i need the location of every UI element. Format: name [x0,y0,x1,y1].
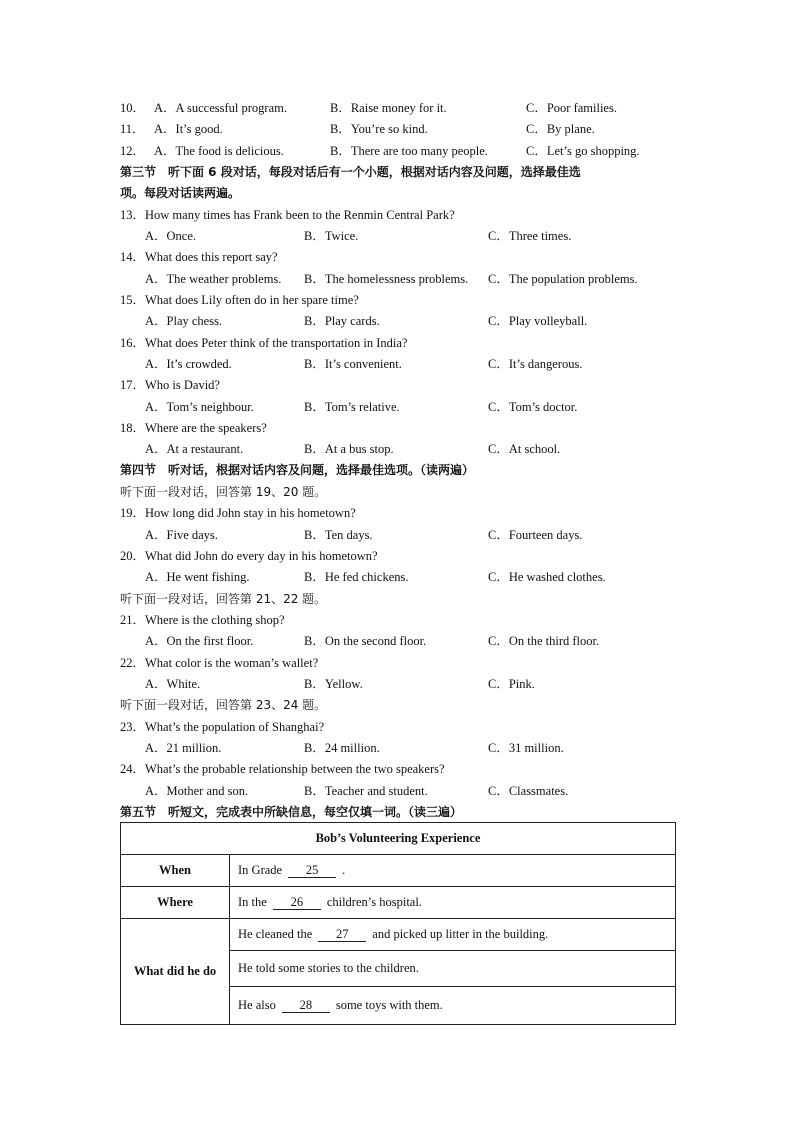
when-cell [230,855,676,887]
q11-option-c: C．By plane. [526,122,595,136]
blank-25: 25 [288,864,336,878]
q11-option-b: B．You’re so kind. [330,122,428,136]
q16-option-b: B．It’s convenient. [304,357,402,371]
section4-title: 第四节 听对话，根据对话内容及问题，选择最佳选项。（读两遍） [120,463,475,477]
q14-option-c: C．The population problems. [488,272,638,286]
what-row-3-text: He also [238,998,276,1012]
q12-option-b: B．There are too many people. [330,144,488,158]
q13-stem: 13．How many times has Frank been to the Renmin Central Park? [120,208,455,222]
what-row-3-post: some toys with them. [335,998,443,1012]
when-period: . [342,863,346,877]
q10-option-b: B．Raise money for it. [330,101,447,115]
q18-stem: 18．Where are the speakers? [120,421,267,435]
blank-27: 27 [318,928,366,942]
volunteering-table [120,822,676,1025]
q13-option-a: A．Once. [145,229,197,243]
q17-stem: 17．Who is David? [120,378,220,392]
section3-title-line1: 第三节 听下面 6 段对话，每段对话后有一个小题，根据对话内容及问题，选择最佳选 [120,165,581,179]
what-row-1-text: He cleaned the [238,927,313,941]
section5-title: 第五节 听短文，完成表中所缺信息，每空仅填一词。（读三遍） [120,805,463,819]
q23-option-c: C．31 million. [488,741,564,755]
q21-stem: 21．Where is the clothing shop? [120,613,285,627]
q10-option-c: C．Poor families. [526,101,617,115]
q11-option-a: A．It’s good. [154,122,223,136]
blank-28: 28 [282,999,330,1013]
q11-number: 11． [120,122,145,136]
q10-option-a: A．A successful program. [154,101,287,115]
q14-stem: 14．What does this report say? [120,250,278,264]
q13-option-c: C．Three times. [488,229,572,243]
q14-option-b: B．The homelessness problems. [304,272,469,286]
q23-stem: 23．What’s the population of Shanghai? [120,720,325,734]
q20-option-a: A．He went fishing. [145,570,250,584]
what-row-2: He told some stories to the children. [230,951,676,987]
where-cell [230,887,676,919]
q19-option-b: B．Ten days. [304,528,373,542]
q21-option-b: B．On the second floor. [304,634,427,648]
dialog-intro-19-20: 听下面一段对话，回答第 19、20 题。 [120,485,327,499]
dialog-intro-21-22: 听下面一段对话，回答第 21、22 题。 [120,592,327,606]
q17-option-c: C．Tom’s doctor. [488,400,578,414]
q10-number: 10． [120,101,146,115]
q22-option-c: C．Pink. [488,677,535,691]
q20-option-b: B．He fed chickens. [304,570,409,584]
q19-stem: 19．How long did John stay in his hometown? [120,506,356,520]
q19-option-c: C．Fourteen days. [488,528,583,542]
blank-26: 26 [273,896,321,910]
section3-title-line2: 项。每段对话读两遍。 [120,186,241,200]
q15-stem: 15．What does Lily often do in her spare time? [120,293,359,307]
q15-option-c: C．Play volleyball. [488,314,588,328]
q20-stem: 20．What did John do every day in his hometown? [120,549,378,563]
q12-option-c: C．Let’s go shopping. [526,144,640,158]
what-row-3 [230,987,676,1025]
where-label: Where [121,887,230,919]
q22-option-b: B．Yellow. [304,677,363,691]
q18-option-c: C．At school. [488,442,561,456]
dialog-intro-23-24: 听下面一段对话，回答第 23、24 题。 [120,698,327,712]
q24-option-a: A．Mother and son. [145,784,249,798]
when-label: When [121,855,230,887]
where-text-post: children’s hospital. [326,895,422,909]
q13-option-b: B．Twice. [304,229,359,243]
q14-option-a: A．The weather problems. [145,272,282,286]
q15-option-a: A．Play chess. [145,314,223,328]
q17-option-a: A．Tom’s neighbour. [145,400,254,414]
q24-option-b: B．Teacher and student. [304,784,428,798]
q16-option-a: A．It’s crowded. [145,357,232,371]
q17-option-b: B．Tom’s relative. [304,400,400,414]
q18-option-a: A．At a restaurant. [145,442,244,456]
q20-option-c: C．He washed clothes. [488,570,606,584]
q12-number: 12． [120,144,146,158]
q24-stem: 24．What’s the probable relationship between the two speakers? [120,762,445,776]
q23-option-a: A．21 million. [145,741,222,755]
q21-option-c: C．On the third floor. [488,634,600,648]
q23-option-b: B．24 million. [304,741,380,755]
when-text: In Grade [238,863,283,877]
q16-option-c: C．It’s dangerous. [488,357,583,371]
q24-option-c: C．Classmates. [488,784,569,798]
q16-stem: 16．What does Peter think of the transportation in India? [120,336,408,350]
q21-option-a: A．On the first floor. [145,634,254,648]
q22-stem: 22．What color is the woman’s wallet? [120,656,319,670]
q15-option-b: B．Play cards. [304,314,380,328]
where-text: In the [238,895,267,909]
q18-option-b: B．At a bus stop. [304,442,394,456]
what-row-1 [230,919,676,951]
q19-option-a: A．Five days. [145,528,218,542]
q12-option-a: A．The food is delicious. [154,144,284,158]
table-title: Bob’s Volunteering Experience [121,823,676,855]
q22-option-a: A．White. [145,677,201,691]
what-row-1-post: and picked up litter in the building. [372,927,549,941]
what-label: What did he do [121,919,230,1025]
